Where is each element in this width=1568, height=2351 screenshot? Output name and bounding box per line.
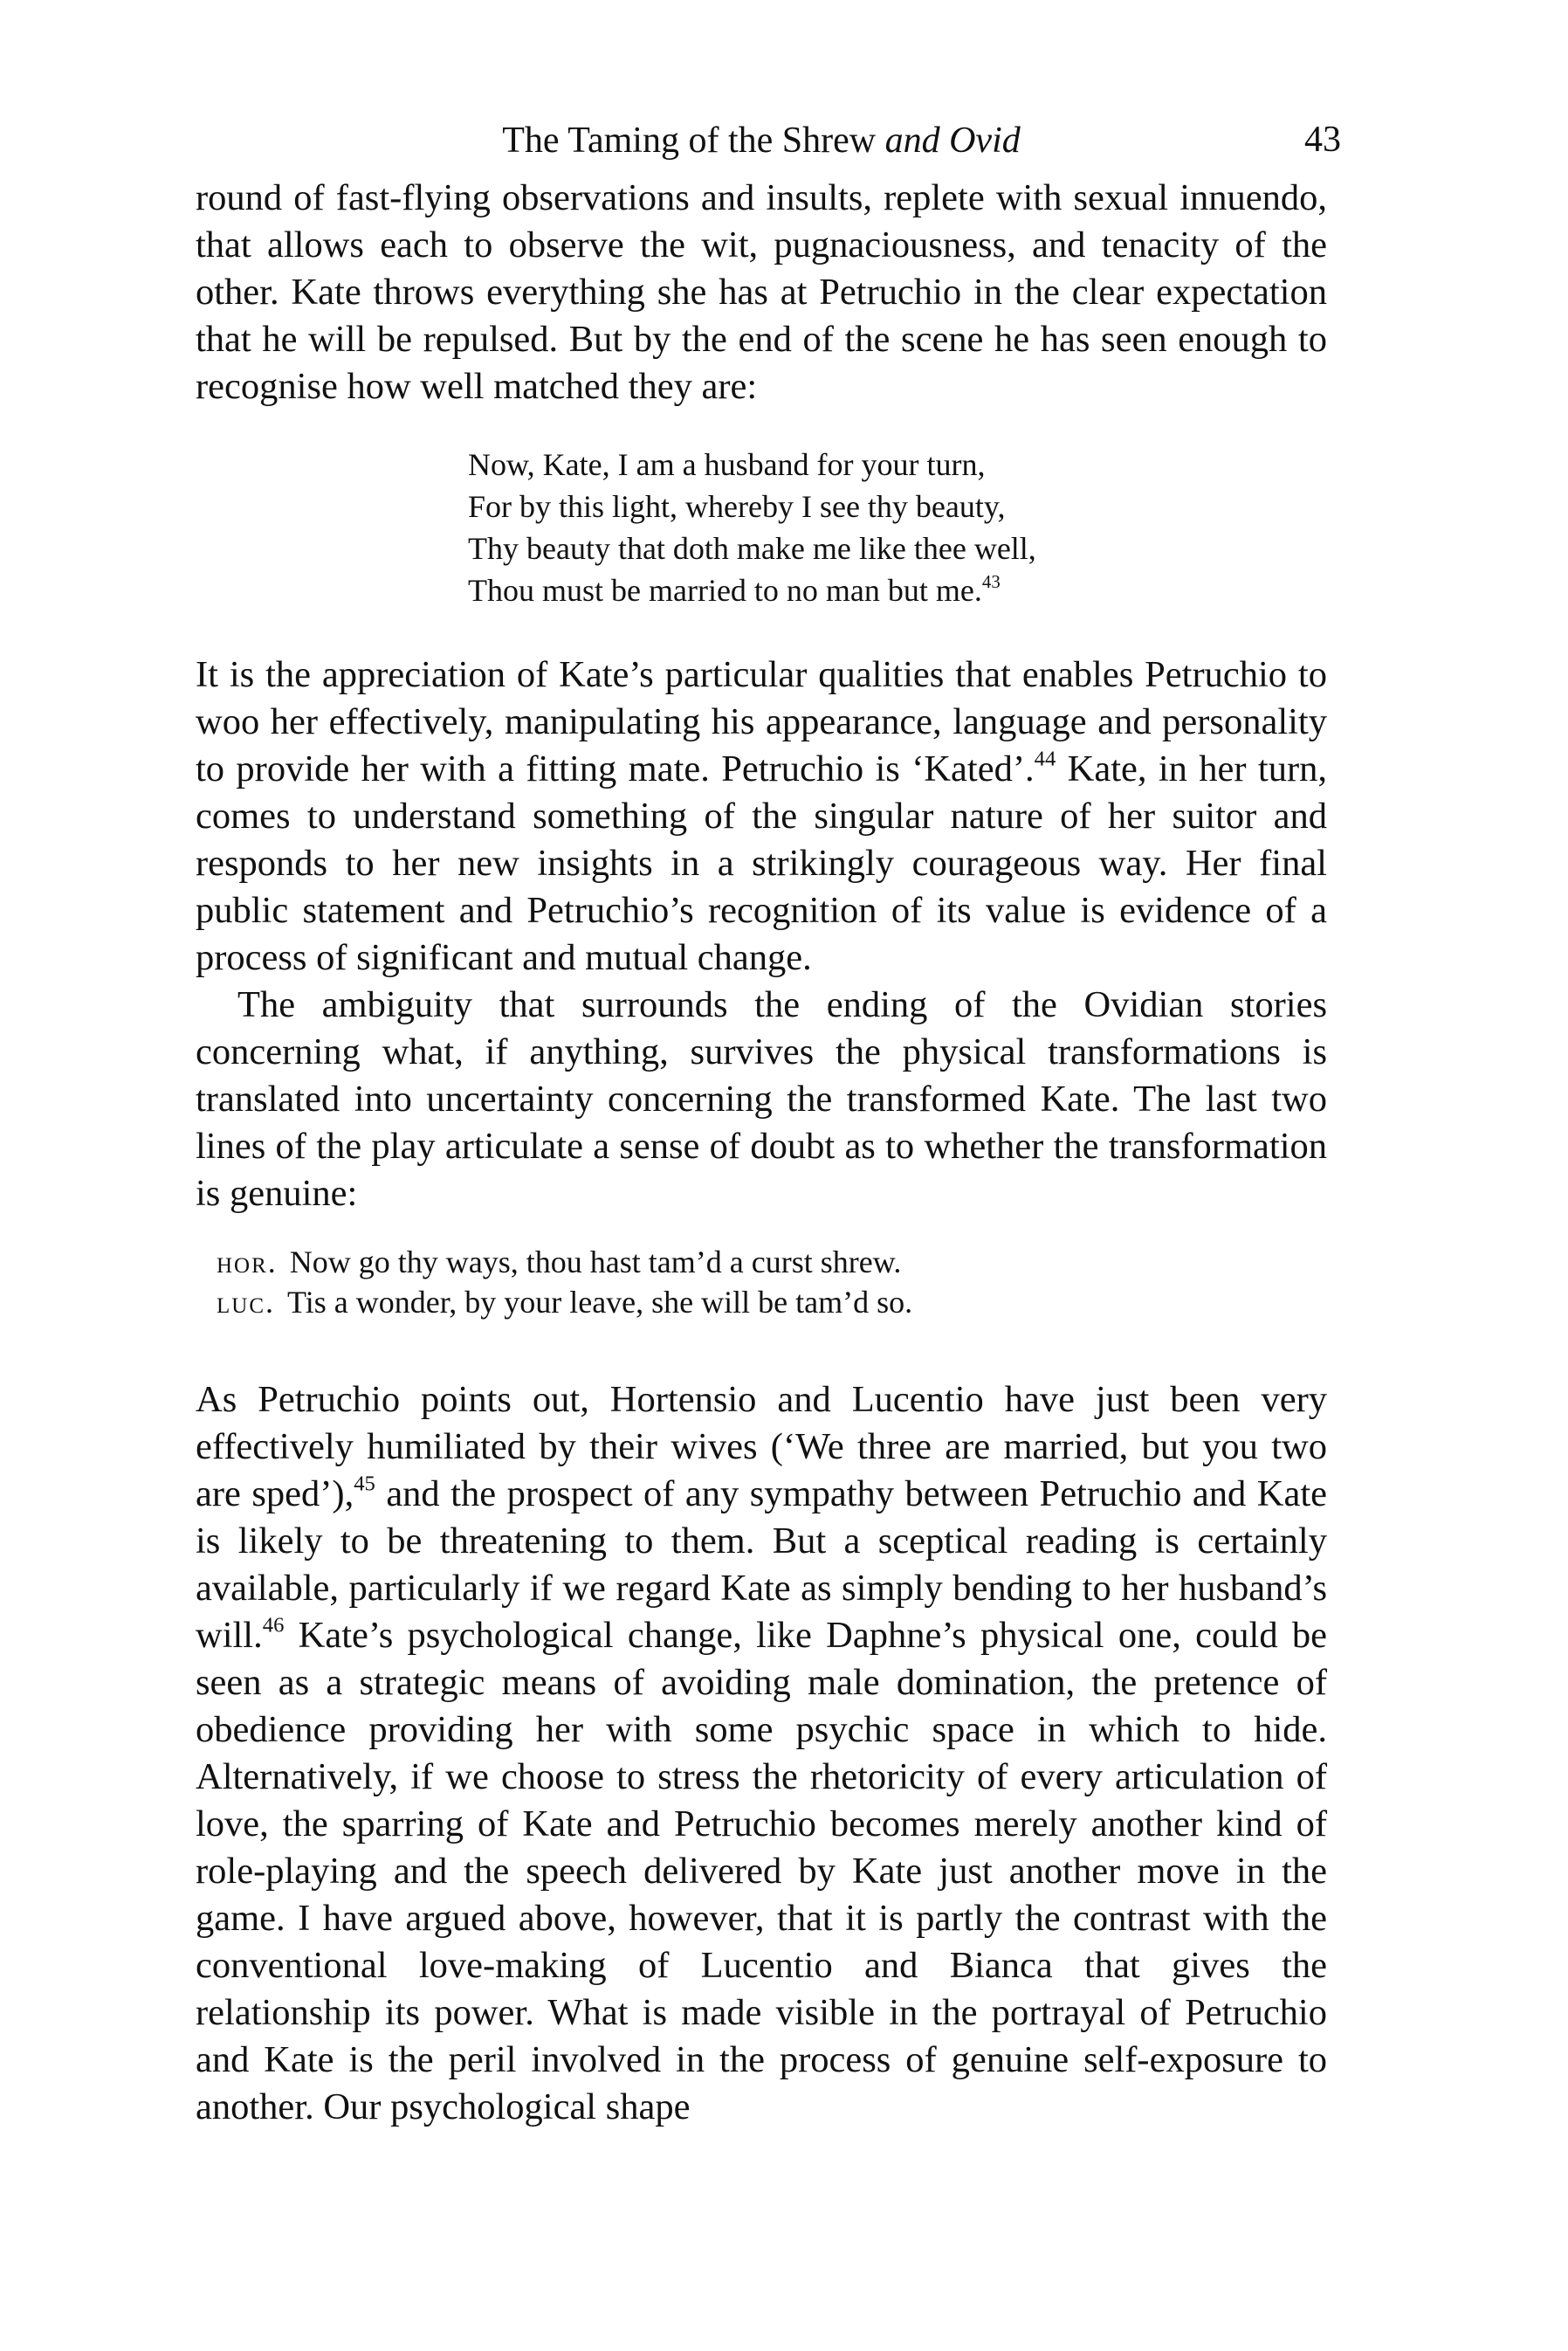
verse-line: Thy beauty that doth make me like thee well, [468,531,1036,566]
paragraph-4-text-c: Kate’s psychological change, like Daphne’s physical one, could be seen as a strategic means of avoiding male domination, the pretence of obedience providing her with some psychic space in which to hide. Alternatively, if we choose to stress the rhetoricity of every articulation of love, the sparring of Kate and Petruchio becomes merely another kind of role-playing and the speech delivered by Kate just another move in the game. I have argued above, however, that it is partly the contrast with the conventional love-making of Lucentio and Bianca that gives the relationship its power. What is made visible in the portrayal of Petruchio and Kate is the peril involved in the process of genuine self-exposure to another. Our psychological shape [196,1615,1327,2127]
page-number: 43 [1304,120,1341,160]
speaker-label: hor. [217,1244,278,1279]
dialogue-quote [217,1242,1327,1322]
running-head [196,105,1341,175]
dialogue-line [217,1282,1327,1322]
running-title-italic: and Ovid [884,121,1021,161]
dialogue-line [217,1242,1327,1282]
verse-line: Now, Kate, I am a husband for your turn, [468,447,986,482]
paragraph-2-text-a: It is the appreciation of Kate’s particular qualities that enables Petruchio to woo her effectively, manipulating his appearance, language and personality to provide her with a fitting mate. Petruchio is ‘Kated’. [196,654,1327,789]
verse-line-text: Thou must be married to no man but me. [468,573,982,608]
paragraph-3: The ambiguity that surrounds the ending of the Ovidian stories concerning what, if anything, survives the physical transformations is translated into uncertainty concerning the transformed Kate. The last two lines of the play articulate a sense of doubt as to whether the transformation is genuine: [196,984,1327,1214]
footnote-marker: 44 [1034,747,1056,771]
speaker-label: luc. [217,1285,275,1320]
footnote-marker: 46 [262,1613,285,1637]
verse-quote [468,444,1327,611]
dialogue-text: Now go thy ways, thou hast tam’d a curst shrew. [289,1244,902,1279]
page [196,105,1341,2131]
running-title-main: The Taming of the Shrew [502,121,885,161]
verse-line: For by this light, whereby I see thy beauty, [468,489,1006,524]
footnote-marker: 43 [981,570,1001,592]
verse-line-last [468,569,1327,611]
body-text [196,175,1327,2131]
paragraph-2-text-b: Kate, in her turn, comes to understand something of the singular nature of her suitor and responds to her new insights in a strikingly courageous way. Her final public statement and Petruchio’s recognition of its value is evidence of a process of significant and mutual change. [196,748,1327,978]
dialogue-text: Tis a wonder, by your leave, she will be tam’d so. [287,1285,913,1320]
running-title [196,106,1327,176]
footnote-marker: 45 [354,1472,375,1496]
paragraph-4-text-a: As Petruchio points out, Hortensio and Lucentio have just been very effectively humiliated by their wives (‘We three are married, but you two are sped’), [196,1379,1327,1514]
paragraph-4 [196,1376,1327,2131]
paragraph-1: round of fast-flying observations and insults, replete with sexual innuendo, that allows each to observe the wit, pugnaciousness, and tenacity of the other. Kate throws everything she has at Petruchio in the clear expectation that he will be repulsed. But by the end of the scene he has seen enough to recognise how well matched they are: [196,177,1327,407]
paragraph-4-text-b: and the prospect of any sympathy between Petruchio and Kate is likely to be threatening to them. But a sceptical reading is certainly available, particularly if we regard Kate as simply bending to her husband’s will. [196,1473,1327,1656]
paragraph-2 [196,652,1327,982]
